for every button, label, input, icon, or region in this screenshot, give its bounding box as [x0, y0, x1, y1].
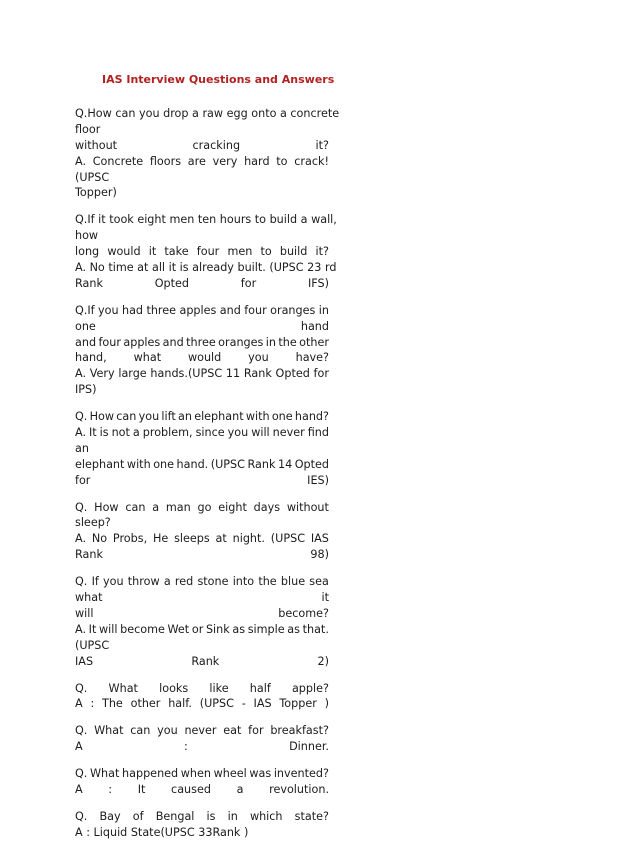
word: you	[157, 724, 178, 738]
word: can	[130, 724, 151, 738]
word: in	[227, 809, 238, 823]
word: How	[89, 410, 115, 424]
qa-body	[75, 106, 340, 852]
word: would	[107, 245, 141, 259]
word: you	[227, 426, 249, 440]
qa-paragraph	[75, 409, 329, 488]
text-line	[75, 409, 329, 425]
word: of	[132, 809, 144, 823]
word: -	[241, 697, 246, 711]
word: hands.(UPSC	[150, 367, 223, 381]
word: it	[148, 245, 157, 259]
word: it?	[315, 245, 329, 259]
word: and	[219, 303, 241, 317]
word: will	[98, 622, 118, 636]
text-line	[75, 366, 329, 382]
word: looks	[159, 681, 189, 695]
word: other	[299, 335, 329, 349]
qa-paragraph	[75, 303, 329, 398]
text-line	[75, 319, 329, 335]
word: is	[206, 809, 216, 823]
text-line	[75, 809, 329, 825]
word: never	[272, 426, 305, 440]
word: A.	[75, 532, 87, 546]
word: half.	[168, 697, 192, 711]
text-line	[75, 244, 329, 260]
word: How	[94, 500, 119, 514]
text-line: A. No time at all it is already built. (UPSC 23 rd	[75, 261, 337, 275]
word: (UPSC	[210, 457, 245, 471]
word: hand	[300, 319, 329, 333]
word: What	[90, 767, 120, 781]
word: A	[75, 782, 83, 796]
word: Opted	[154, 276, 190, 290]
word: an	[178, 410, 192, 424]
word: invented?	[273, 767, 329, 781]
word: throw	[127, 575, 160, 589]
word: you	[103, 575, 124, 589]
word: men	[227, 245, 253, 259]
text-line	[75, 766, 329, 782]
word: in	[265, 335, 276, 349]
word: blue	[280, 575, 306, 589]
word: one	[75, 319, 96, 333]
word: four	[196, 245, 220, 259]
word: would	[187, 351, 222, 365]
word: A	[75, 740, 83, 754]
word: It	[89, 426, 97, 440]
word: revolution.	[269, 782, 329, 796]
word: is	[99, 426, 109, 440]
word: Rank	[191, 654, 220, 668]
text-line	[75, 739, 329, 755]
word: problem,	[142, 426, 193, 440]
word: IAS	[75, 654, 94, 668]
word: Bengal	[155, 809, 195, 823]
text-line	[75, 457, 329, 473]
text-line: (UPSC	[75, 170, 110, 184]
word: 11	[225, 367, 241, 381]
word: you	[98, 303, 119, 317]
word: are	[187, 154, 206, 168]
word: 14	[277, 457, 293, 471]
word: Sink	[205, 622, 230, 636]
word: IAS	[253, 697, 272, 711]
word: Topper	[279, 697, 317, 711]
word: when	[180, 767, 211, 781]
word: cracking	[192, 138, 241, 152]
word: Q.	[75, 681, 88, 695]
word: one	[271, 410, 293, 424]
word: Concrete	[92, 154, 144, 168]
text-line	[75, 138, 329, 154]
word: elephant	[75, 457, 125, 471]
text-line	[75, 574, 329, 590]
word: with	[126, 457, 151, 471]
word: (UPSC	[199, 697, 234, 711]
word: as	[287, 622, 300, 636]
text-line	[75, 473, 329, 489]
word: what	[75, 591, 103, 605]
word: A.	[75, 154, 87, 168]
word: A.	[75, 367, 87, 381]
word: like	[209, 681, 229, 695]
word: lift	[161, 410, 176, 424]
word: What	[108, 681, 138, 695]
word: and	[75, 335, 97, 349]
word: large	[118, 367, 147, 381]
word: a	[163, 575, 171, 589]
text-line	[75, 335, 329, 351]
word: you	[248, 351, 269, 365]
text-line	[75, 782, 329, 798]
word: Rank	[243, 367, 272, 381]
word: simple	[247, 622, 285, 636]
word: hand,	[75, 351, 107, 365]
word: Bay	[99, 809, 121, 823]
word: one	[153, 457, 175, 471]
text-line: how	[75, 229, 99, 243]
word: IFS)	[307, 276, 329, 290]
word: Opted	[294, 457, 329, 471]
word: He	[152, 532, 169, 546]
text-line	[75, 531, 329, 547]
qa-paragraph	[75, 500, 329, 564]
text-line: Q.How can you drop a raw egg onto a concrete	[75, 107, 340, 120]
word: never	[184, 724, 217, 738]
word: A.	[75, 426, 87, 440]
word: Q.	[75, 809, 88, 823]
word: will	[75, 606, 94, 620]
word: and	[162, 335, 184, 349]
word: oranges	[218, 335, 264, 349]
qa-paragraph	[75, 723, 329, 755]
text-line	[75, 303, 329, 319]
qa-paragraph	[75, 574, 329, 669]
word: Q.	[75, 575, 88, 589]
word: a	[132, 426, 140, 440]
word: Rank	[247, 457, 276, 471]
qa-paragraph	[75, 212, 337, 291]
text-line	[75, 723, 329, 739]
word: the	[258, 575, 277, 589]
word: caused	[171, 782, 211, 796]
word: three	[186, 335, 216, 349]
word: other	[130, 697, 161, 711]
word: hand.	[176, 457, 209, 471]
word: (UPSC	[270, 532, 306, 546]
word: apples	[179, 303, 217, 317]
word: Q.	[75, 724, 88, 738]
word: become	[120, 622, 165, 636]
qa-paragraph	[75, 681, 329, 713]
text-line: (UPSC	[75, 638, 110, 652]
page-title: IAS Interview Questions and Answers	[102, 73, 335, 86]
word: wheel	[213, 767, 247, 781]
word: or	[191, 622, 204, 636]
word: happened	[122, 767, 179, 781]
word: was	[249, 767, 272, 781]
word: No	[91, 532, 108, 546]
word: the	[278, 335, 297, 349]
text-line	[75, 350, 329, 366]
word: It	[88, 622, 97, 636]
word: Q.If	[75, 303, 95, 317]
word: Q.	[75, 410, 88, 424]
text-line: sleep?	[75, 516, 111, 530]
word: can	[125, 500, 146, 514]
word: breakfast?	[270, 724, 329, 738]
qa-paragraph	[75, 106, 340, 201]
text-line: Q.If it took eight men ten hours to build a wall,	[75, 213, 337, 227]
word: to	[276, 154, 288, 168]
word: for	[313, 367, 329, 381]
word: apple?	[291, 681, 329, 695]
text-line	[75, 276, 329, 292]
word: Q.	[75, 767, 88, 781]
text-line	[75, 425, 329, 441]
word: eat	[223, 724, 242, 738]
word: take	[164, 245, 189, 259]
word: Rank	[75, 276, 103, 290]
word: for	[75, 473, 91, 487]
qa-paragraph	[75, 809, 329, 841]
word: find	[307, 426, 329, 440]
word: long	[75, 245, 100, 259]
word: for	[240, 276, 257, 290]
text-line	[75, 622, 329, 638]
word: Wet	[167, 622, 190, 636]
word: have?	[295, 351, 329, 365]
text-line	[75, 590, 329, 606]
word: sleeps	[174, 532, 210, 546]
word: with	[245, 410, 270, 424]
word: elephant	[194, 410, 244, 424]
text-line	[75, 681, 329, 697]
text-line: an	[75, 441, 89, 455]
word: since	[195, 426, 225, 440]
word: oranges	[270, 303, 316, 317]
text-line	[75, 500, 329, 516]
word: it	[321, 591, 329, 605]
text-line	[75, 654, 329, 670]
word: eight	[218, 500, 247, 514]
word: very	[212, 154, 238, 168]
word: The	[102, 697, 123, 711]
word: at	[215, 532, 227, 546]
word: state?	[294, 809, 329, 823]
word: Dinner.	[289, 740, 329, 754]
word: can	[116, 410, 137, 424]
word: not	[111, 426, 130, 440]
text-line	[75, 606, 329, 622]
word: days	[253, 500, 281, 514]
qa-paragraph	[75, 766, 329, 798]
word: Opted	[275, 367, 310, 381]
text-line: A : Liquid State(UPSC 33Rank )	[75, 825, 249, 839]
word: :	[108, 782, 113, 796]
word: :	[90, 697, 95, 711]
word: will	[251, 426, 270, 440]
word: in	[318, 303, 329, 317]
word: Very	[89, 367, 115, 381]
word: without	[286, 500, 329, 514]
word: 2)	[317, 654, 329, 668]
word: without	[75, 138, 118, 152]
word: red	[174, 575, 194, 589]
text-line: IPS)	[75, 383, 97, 397]
word: hand?	[294, 410, 329, 424]
word: four	[244, 303, 267, 317]
word: IAS	[310, 532, 329, 546]
word: IES)	[307, 473, 329, 487]
word: to	[260, 245, 272, 259]
text-line: Topper)	[75, 186, 117, 200]
word: What	[94, 724, 124, 738]
word: build	[279, 245, 308, 259]
word: If	[91, 575, 99, 589]
word: three	[146, 303, 177, 317]
word: you	[138, 410, 160, 424]
word: A	[75, 697, 83, 711]
word: as	[232, 622, 246, 636]
text-line: floor	[75, 122, 101, 136]
word: four	[98, 335, 121, 349]
word: night.	[232, 532, 265, 546]
word: go	[197, 500, 212, 514]
word: stone	[197, 575, 229, 589]
word: for	[248, 724, 264, 738]
word: A.	[75, 622, 87, 636]
word: hard	[244, 154, 270, 168]
word: into	[232, 575, 255, 589]
word: become?	[278, 606, 329, 620]
word: that.	[302, 622, 329, 636]
word: what	[133, 351, 162, 365]
word: It	[137, 782, 146, 796]
word: a	[236, 782, 244, 796]
word: man	[165, 500, 191, 514]
word: half	[249, 681, 271, 695]
word: crack!	[294, 154, 329, 168]
word: )	[324, 697, 329, 711]
word: apples	[123, 335, 161, 349]
word: it?	[315, 138, 329, 152]
text-line	[75, 696, 329, 712]
word: which	[249, 809, 283, 823]
text-line	[75, 547, 329, 563]
word: sea	[309, 575, 329, 589]
word: a	[152, 500, 160, 514]
text-line	[75, 154, 329, 170]
word: had	[121, 303, 144, 317]
word: :	[183, 740, 188, 754]
word: Rank	[75, 548, 103, 562]
word: floors	[149, 154, 182, 168]
word: 98)	[310, 548, 329, 562]
word: Q.	[75, 500, 88, 514]
word: Probs,	[112, 532, 148, 546]
